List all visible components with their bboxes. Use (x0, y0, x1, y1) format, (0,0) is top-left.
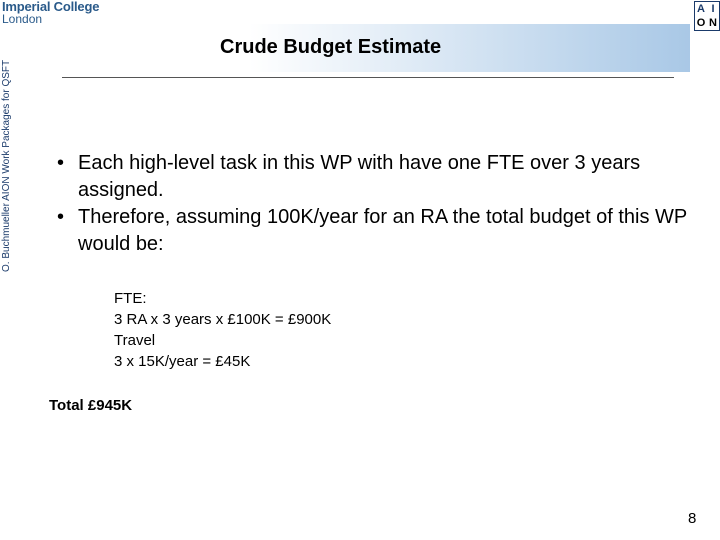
aion-letter-o: O (696, 17, 706, 29)
vertical-author-text: O. Buchmueller AION Work Packages for QSFT (1, 59, 12, 272)
bullet-item: • Each high-level task in this WP with have one FTE over 3 years assigned. (52, 150, 702, 204)
calc-line: FTE: (114, 290, 147, 307)
bullet-item: • Therefore, assuming 100K/year for an RA the total budget of this WP would be: (52, 204, 702, 258)
page-number: 8 (688, 510, 697, 527)
logo-line-1: Imperial College (2, 0, 100, 14)
logo-line-2: London (2, 12, 43, 26)
calc-line: Travel (114, 332, 156, 349)
bullet-list (52, 150, 702, 258)
imperial-college-logo (2, 0, 99, 26)
slide-title: Crude Budget Estimate (220, 36, 442, 58)
budget-total: Total £945K (49, 397, 133, 414)
budget-calculation (114, 288, 331, 372)
title-divider (62, 77, 674, 78)
aion-letter-a: A (697, 3, 705, 15)
aion-letter-i: I (711, 3, 715, 15)
title-bar (60, 24, 690, 72)
calc-line: 3 x 15K/year = £45K (114, 353, 251, 370)
calc-line: 3 RA x 3 years x £100K = £900K (114, 311, 332, 328)
aion-letter-n: N (709, 17, 717, 29)
aion-logo (694, 1, 720, 31)
